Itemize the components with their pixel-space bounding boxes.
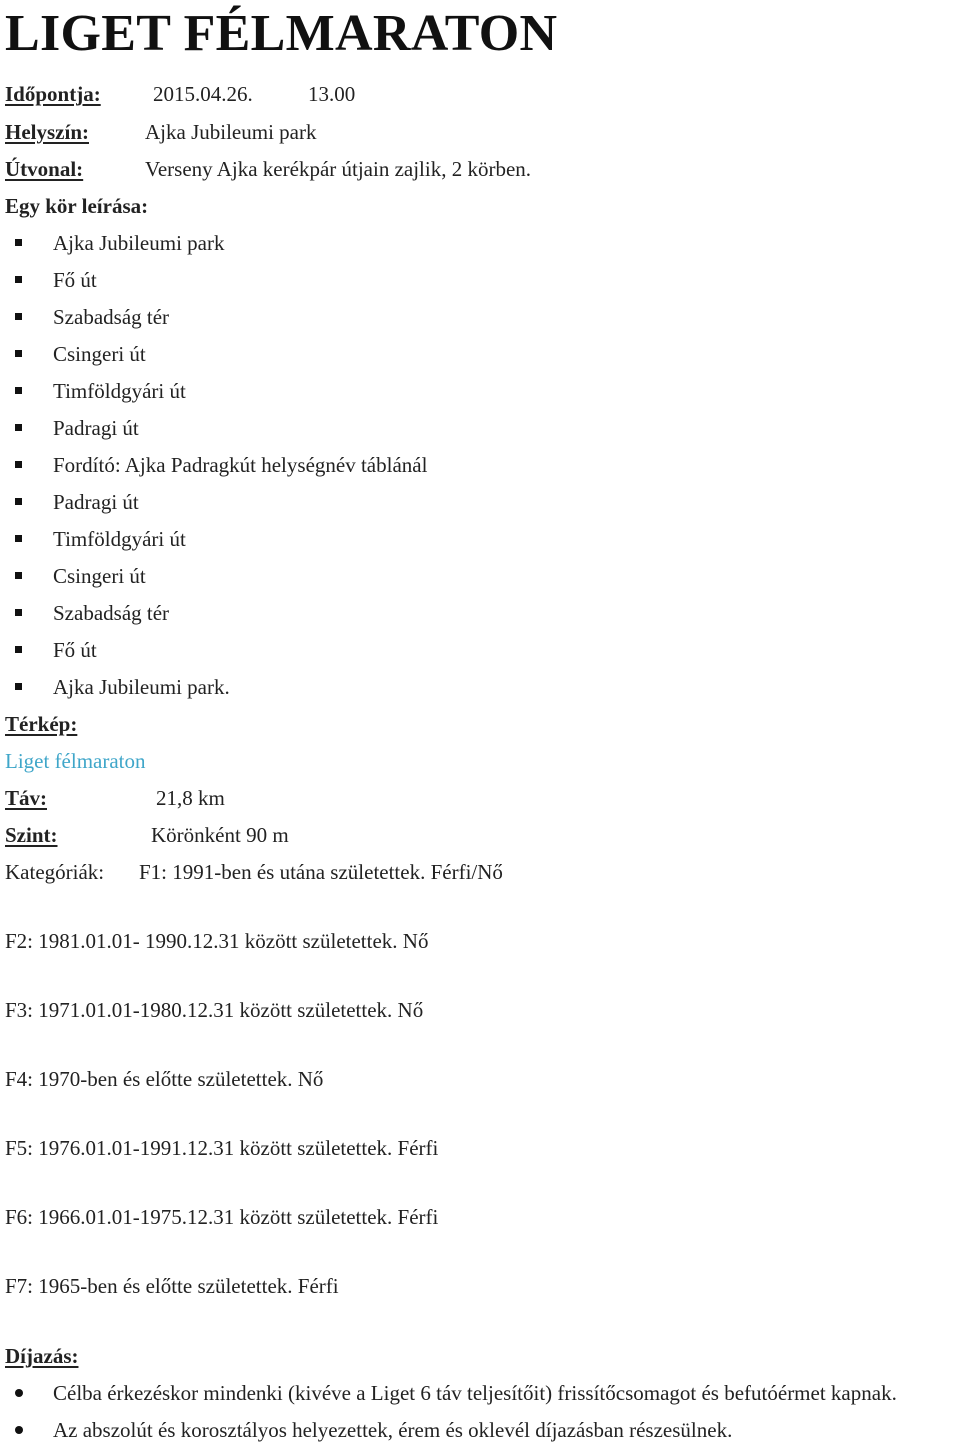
lap-list [0, 230, 427, 711]
distance-row [5, 785, 225, 811]
category-f6: F6: 1966.01.01-1975.12.31 között születettek. Férfi [5, 1205, 439, 1229]
route-value: Verseny Ajka kerékpár útjain zajlik, 2 körben. [145, 157, 532, 181]
prizes-label: Díjazás: [5, 1344, 79, 1368]
list-item: Szabadság tér [0, 600, 427, 637]
distance-label: Táv: [5, 786, 47, 810]
category-f5: F5: 1976.01.01-1991.12.31 között születettek. Férfi [5, 1136, 439, 1160]
list-item: Az abszolút és korosztályos helyezettek, érem és oklevél díjazásban részesülnek. [0, 1417, 897, 1454]
list-item: Ajka Jubileumi park. [0, 674, 427, 711]
prizes-list [0, 1380, 897, 1454]
date-row [5, 81, 356, 107]
page-title: LIGET FÉLMARATON [5, 5, 558, 62]
list-item: Fő út [0, 637, 427, 674]
list-item: Csingeri út [0, 341, 427, 378]
category-f4: F4: 1970-ben és előtte születettek. Nő [5, 1067, 324, 1091]
round-bullet-icon [15, 1426, 23, 1434]
location-value: Ajka Jubileumi park [145, 120, 317, 144]
route-label: Útvonal: [5, 157, 84, 181]
time-value: 13.00 [308, 82, 356, 106]
square-bullet-icon [15, 498, 22, 505]
list-item: Timföldgyári út [0, 378, 427, 415]
distance-value: 21,8 km [156, 786, 225, 810]
square-bullet-icon [15, 683, 22, 690]
square-bullet-icon [15, 461, 22, 468]
elevation-row [5, 822, 289, 848]
list-item: Timföldgyári út [0, 526, 427, 563]
date-label: Időpontja: [5, 82, 101, 106]
round-bullet-icon [15, 1389, 23, 1397]
square-bullet-icon [15, 239, 22, 246]
list-item: Célba érkezéskor mindenki (kivéve a Liget 6 táv teljesítőit) frissítőcsomagot és befutóérmet kapnak. [0, 1380, 897, 1417]
category-f1: F1: 1991-ben és utána születettek. Férfi/Nő [139, 860, 503, 884]
lap-label: Egy kör leírása: [5, 194, 149, 218]
list-item: Csingeri út [0, 563, 427, 600]
category-f3: F3: 1971.01.01-1980.12.31 között születettek. Nő [5, 998, 424, 1022]
categories-row [5, 859, 503, 885]
location-label: Helyszín: [5, 120, 89, 144]
square-bullet-icon [15, 387, 22, 394]
list-item: Szabadság tér [0, 304, 427, 341]
elevation-value: Körönként 90 m [151, 823, 289, 847]
map-row [5, 711, 77, 737]
list-item: Fő út [0, 267, 427, 304]
map-link[interactable]: Liget félmaraton [5, 749, 146, 773]
square-bullet-icon [15, 350, 22, 357]
list-item: Padragi út [0, 489, 427, 526]
square-bullet-icon [15, 609, 22, 616]
prizes-row [5, 1343, 78, 1369]
square-bullet-icon [15, 646, 22, 653]
location-row [5, 119, 317, 145]
elevation-label: Szint: [5, 823, 58, 847]
map-label: Térkép: [5, 712, 78, 736]
list-item: Fordító: Ajka Padragkút helységnév táblánál [0, 452, 427, 489]
category-f7: F7: 1965-ben és előtte születettek. Férfi [5, 1274, 339, 1298]
list-item: Padragi út [0, 415, 427, 452]
square-bullet-icon [15, 313, 22, 320]
categories-label: Kategóriák: [5, 860, 105, 884]
date-value: 2015.04.26. [153, 82, 253, 106]
route-row [5, 156, 532, 182]
category-f2: F2: 1981.01.01- 1990.12.31 között születettek. Nő [5, 929, 429, 953]
square-bullet-icon [15, 572, 22, 579]
square-bullet-icon [15, 424, 22, 431]
list-item: Ajka Jubileumi park [0, 230, 427, 267]
square-bullet-icon [15, 535, 22, 542]
square-bullet-icon [15, 276, 22, 283]
